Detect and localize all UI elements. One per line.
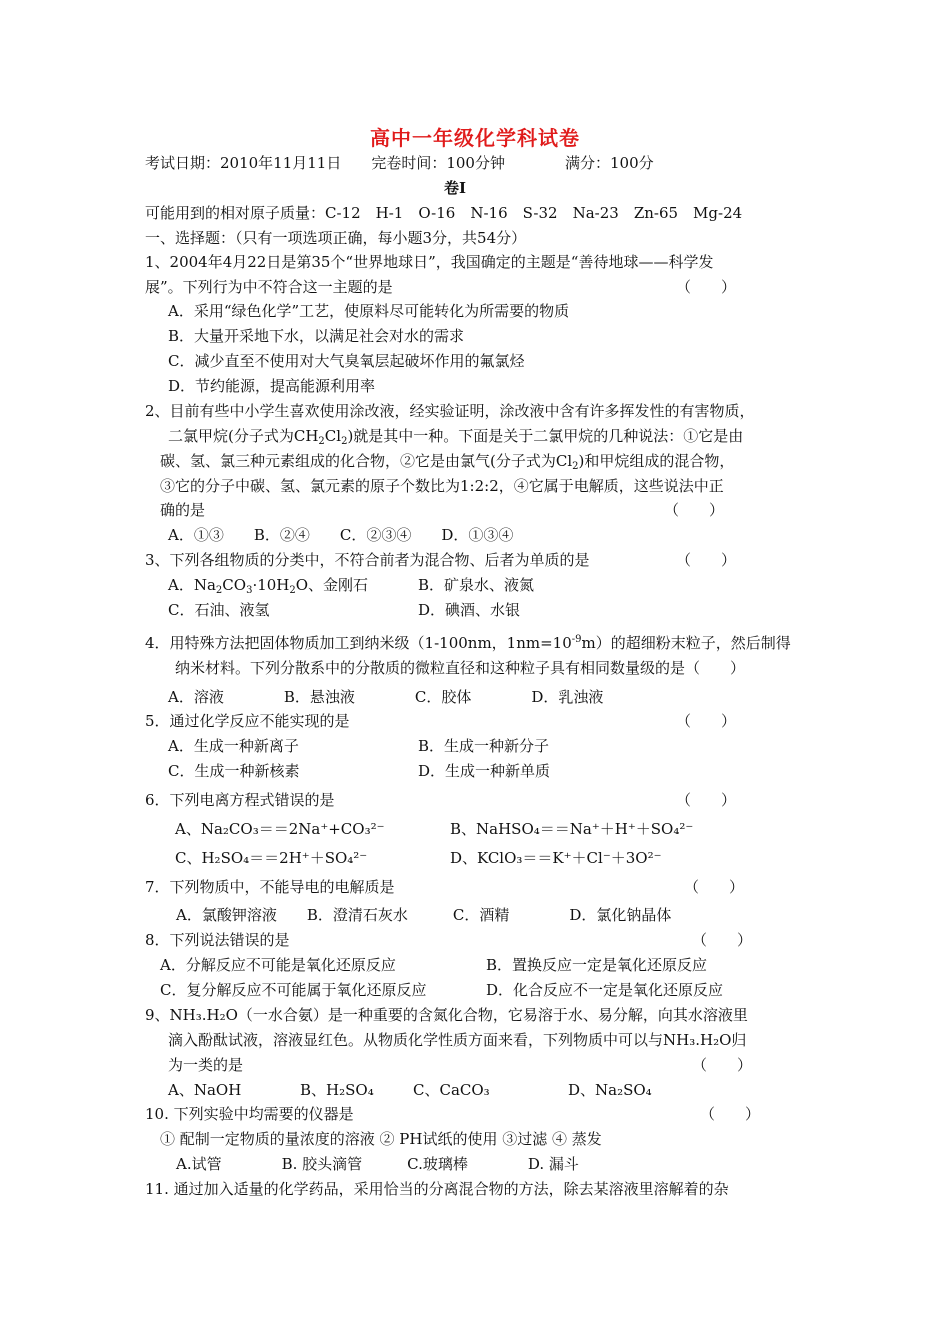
q5-option-d: D．生成一种新单质 bbox=[418, 762, 551, 780]
q3-option-b: B．矿泉水、液氮 bbox=[418, 576, 535, 594]
q7-options: A．氯酸钾溶液 B．澄清石灰水 C．酒精 D．氯化钠晶体 bbox=[176, 906, 672, 924]
q1-line2: 展”。下列行为中不符合这一主题的是 bbox=[145, 278, 393, 296]
q6-option-a: A、Na₂CO₃＝＝2Na⁺+CO₃²⁻ bbox=[175, 820, 385, 838]
q1-option-d: D．节约能源，提高能源利用率 bbox=[168, 377, 376, 395]
q6-option-b: B、NaHSO₄＝＝Na⁺＋H⁺＋SO₄²⁻ bbox=[450, 820, 694, 838]
q6-answer-paren: （ ） bbox=[676, 791, 737, 809]
q3-answer-paren: （ ） bbox=[676, 551, 737, 569]
q8-option-b: B．置换反应一定是氧化还原反应 bbox=[486, 956, 708, 974]
q9-line3: 为一类的是 bbox=[168, 1056, 244, 1074]
q5-option-b: B．生成一种新分子 bbox=[418, 737, 550, 755]
q3-option-d: D．碘酒、水银 bbox=[418, 601, 521, 619]
q8-option-c: C．复分解反应不可能属于氧化还原反应 bbox=[160, 981, 427, 999]
q2-answer-paren: （ ） bbox=[664, 501, 725, 519]
q4-line1: 4．用特殊方法把固体物质加工到纳米级（1-100nm，$1nm=10^{-9}m$）的超细粉末粒子，然后制得 bbox=[145, 634, 791, 652]
q3-stem: 3、下列各组物质的分类中，不符合前者为混合物、后者为单质的是 bbox=[145, 551, 590, 569]
q9-option-b: B、H₂SO₄ bbox=[300, 1081, 374, 1099]
q6-stem: 6．下列电离方程式错误的是 bbox=[145, 791, 335, 809]
q6-option-c: C、H₂SO₄＝＝2H⁺＋SO₄²⁻ bbox=[175, 849, 368, 867]
q7-stem: 7．下列物质中，不能导电的电解质是 bbox=[145, 878, 395, 896]
q7-answer-paren: （ ） bbox=[684, 878, 745, 896]
q5-option-c: C．生成一种新核素 bbox=[168, 762, 300, 780]
q11-line1: 11. 通过加入适量的化学药品，采用恰当的分离混合物的方法，除去某溶液里溶解着的杂 bbox=[145, 1180, 729, 1198]
q3-option-c: C．石油、液氢 bbox=[168, 601, 270, 619]
q9-option-d: D、Na₂SO₄ bbox=[568, 1081, 652, 1099]
q5-option-a: A．生成一种新离子 bbox=[168, 737, 299, 755]
q9-line2: 滴入酚酞试液，溶液显红色。从物质化学性质方面来看，下列物质中可以与NH₃.H₂O归 bbox=[168, 1031, 747, 1049]
q8-option-d: D．化合反应不一定是氧化还原反应 bbox=[486, 981, 724, 999]
q6-option-d: D、KClO₃＝＝K⁺＋Cl⁻＋3O²⁻ bbox=[450, 849, 662, 867]
q2-options: A．①③ B．②④ C．②③④ D．①③④ bbox=[168, 526, 514, 544]
q8-answer-paren: （ ） bbox=[692, 931, 753, 949]
q8-option-a: A．分解反应不可能是氧化还原反应 bbox=[160, 956, 396, 974]
q4-line2: 纳米材料。下列分散系中的分散质的微粒直径和这种粒子具有相同数量级的是（ ） bbox=[175, 659, 746, 677]
q3-option-a: A．$Na_2CO_3\cdot 10H_2O$、金刚石 bbox=[168, 576, 369, 596]
q9-line1: 9、NH₃.H₂O（一水合氨）是一种重要的含氮化合物，它易溶于水、易分解，向其水溶液里 bbox=[145, 1006, 748, 1024]
q1-answer-paren: （ ） bbox=[676, 278, 737, 296]
q1-option-c: C．减少直至不使用对大气臭氧层起破坏作用的氟氯烃 bbox=[168, 352, 525, 370]
q9-option-a: A、NaOH bbox=[168, 1081, 242, 1099]
q9-option-c: C、CaCO₃ bbox=[413, 1081, 490, 1099]
q1-option-a: A．采用“绿色化学”工艺，使原料尽可能转化为所需要的物质 bbox=[168, 302, 570, 320]
q1-option-b: B．大量开采地下水，以满足社会对水的需求 bbox=[168, 327, 465, 345]
q10-items: ① 配制一定物质的量浓度的溶液 ② PH试纸的使用 ③过滤 ④ 蒸发 bbox=[160, 1130, 602, 1148]
q1-line1: 1、2004年4月22日是第35个“世界地球日”，我国确定的主题是“善待地球——科学发 bbox=[145, 253, 714, 271]
q2-line3: 碳、氢、氯三种元素组成的化合物，②它是由氯气(分子式为$Cl_2$)和甲烷组成的混合物， bbox=[160, 452, 735, 472]
section-heading: 卷Ⅰ bbox=[444, 179, 467, 197]
q10-stem: 10. 下列实验中均需要的仪器是 bbox=[145, 1105, 354, 1123]
q10-answer-paren: （ ） bbox=[700, 1105, 761, 1123]
part1-heading: 一、选择题：（只有一项选项正确，每小题3分，共54分） bbox=[145, 229, 527, 247]
q2-line5: 确的是 bbox=[160, 501, 206, 519]
atomic-masses: 可能用到的相对原子质量：C-12 H-1 O-16 N-16 S-32 Na-23 Zn-65 Mg-24 bbox=[145, 204, 743, 222]
q5-stem: 5．通过化学反应不能实现的是 bbox=[145, 712, 350, 730]
q2-line2: 二氯甲烷(分子式为$CH_2Cl_2$)就是其中一种。下面是关于二氯甲烷的几种说法：①它是由 bbox=[168, 427, 744, 447]
q5-answer-paren: （ ） bbox=[676, 712, 737, 730]
q10-options: A.试管 B. 胶头滴管 C.玻璃棒 D. 漏斗 bbox=[176, 1155, 579, 1173]
q4-options: A．溶液 B．悬浊液 C．胶体 D．乳浊液 bbox=[168, 688, 604, 706]
q8-stem: 8．下列说法错误的是 bbox=[145, 931, 290, 949]
page-title: 高中一年级化学科试卷 bbox=[370, 126, 580, 150]
q2-line4: ③它的分子中碳、氢、氯元素的原子个数比为1:2:2，④它属于电解质，这些说法中正 bbox=[160, 477, 724, 495]
q9-answer-paren: （ ） bbox=[692, 1056, 753, 1074]
exam-info: 考试日期：2010年11月11日 完卷时间：100分钟 满分：100分 bbox=[145, 154, 654, 172]
q2-line1: 2、目前有些中小学生喜欢使用涂改液，经实验证明，涂改液中含有许多挥发性的有害物质， bbox=[145, 402, 755, 420]
